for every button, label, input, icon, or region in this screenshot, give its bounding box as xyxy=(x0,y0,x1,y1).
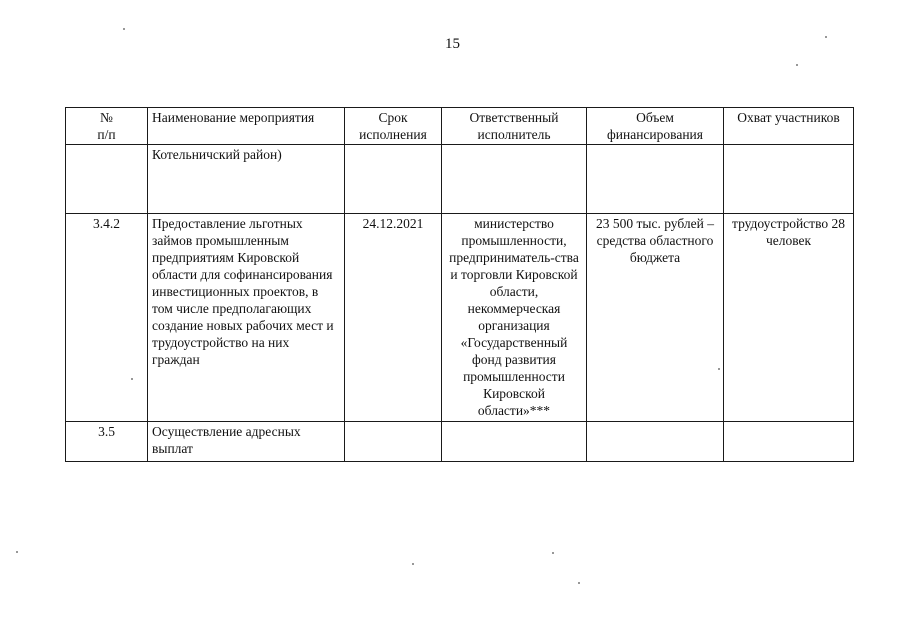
header-number: № п/п xyxy=(66,108,148,145)
row-funding xyxy=(587,145,724,214)
scan-speck xyxy=(825,36,827,38)
table-header-row xyxy=(66,108,854,145)
header-activity-name: Наименование мероприятия xyxy=(148,108,345,145)
header-responsible: Ответственный исполнитель xyxy=(442,108,587,145)
table-row xyxy=(66,145,854,214)
header-coverage: Охват участников xyxy=(724,108,854,145)
row-coverage xyxy=(724,145,854,214)
page-number: 15 xyxy=(445,36,460,52)
row-activity-name: Котельничский район) xyxy=(148,145,345,214)
scan-speck xyxy=(131,378,133,380)
header-deadline: Срок исполнения xyxy=(345,108,442,145)
row-activity-name: Предоставление льготных займов промышленным предприятиям Кировской области для софинансирования инвестиционных проектов, в том числе предполагающих создание новых рабочих мест и трудоустройство на них граждан xyxy=(148,214,345,422)
scan-speck xyxy=(578,582,580,584)
scan-speck xyxy=(718,368,720,370)
scan-speck xyxy=(123,28,125,30)
row-deadline xyxy=(345,422,442,462)
row-responsible xyxy=(442,422,587,462)
activities-table xyxy=(65,107,854,462)
row-funding: 23 500 тыс. рублей – средства областного бюджета xyxy=(587,214,724,422)
row-deadline xyxy=(345,145,442,214)
table-row xyxy=(66,214,854,422)
scan-speck xyxy=(796,64,798,66)
row-responsible xyxy=(442,145,587,214)
scan-speck xyxy=(16,551,18,553)
row-funding xyxy=(587,422,724,462)
scan-speck xyxy=(412,563,414,565)
row-responsible: министерство промышленности, предприниматель-ства и торговли Кировской области, некоммерческая организация «Государственный фонд развития промышленности Кировской области»*** xyxy=(442,214,587,422)
row-coverage xyxy=(724,422,854,462)
row-activity-name: Осуществление адресных выплат xyxy=(148,422,345,462)
row-number xyxy=(66,145,148,214)
row-coverage: трудоустройство 28 человек xyxy=(724,214,854,422)
row-number: 3.4.2 xyxy=(66,214,148,422)
row-deadline: 24.12.2021 xyxy=(345,214,442,422)
header-funding: Объем финансирования xyxy=(587,108,724,145)
scan-speck xyxy=(552,552,554,554)
row-number: 3.5 xyxy=(66,422,148,462)
table-row xyxy=(66,422,854,462)
